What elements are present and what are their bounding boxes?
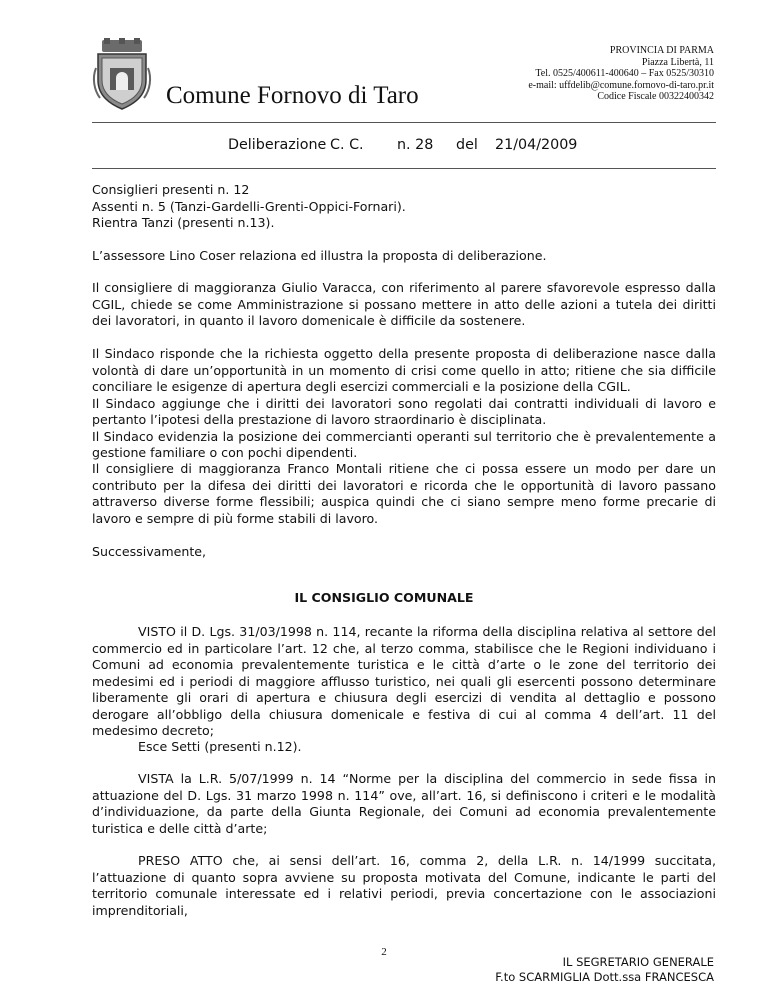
deliberazione-del: del [456,137,478,153]
paragraph-successivamente: Successivamente, [92,544,207,559]
sindaco-adds: Il Sindaco aggiunge che i diritti dei lavoratori sono regolati dai contratti individuali di lavoro e pertanto l’ipotesi della prestazione di lavoro straordinario è disciplinata. [92,395,716,427]
paragraph-esce-setti: Esce Setti (presenti n.12). [138,739,302,754]
paragraph-preso-atto: PRESO ATTO che, ai sensi dell’art. 16, comma 2, della L.R. n. 14/1999 succitata, l’attuazione di quanto sopra avviene su proposta motivata del Comune, indicante le parti del territorio comunale interessate ed i relativi periodi, previa concertazione con le associazioni imprenditoriali, [92,853,716,918]
attendance-block [92,182,716,232]
paragraph-assessore: L’assessore Lino Coser relaziona ed illustra la proposta di deliberazione. [92,248,547,263]
sindaco-highlights: Il Sindaco evidenzia la posizione dei commercianti operanti sul territorio che è prevalentemente a gestione familiare o con pochi dipendenti. [92,428,716,460]
municipal-crest-icon [92,38,152,110]
deliberazione-label: Deliberazione [228,137,327,153]
attendance-return: Rientra Tanzi (presenti n.13). [92,215,275,230]
sindaco-response: Il Sindaco risponde che la richiesta oggetto della presente proposta di deliberazione nasce dalla volontà di dare un’opportunità in un momento di crisi come quello in atto; ritiene che sia difficile conciliare le esigenze di apertura degli esercizi commerciali e la posizione della CGIL. [92,346,716,394]
comune-name: Comune Fornovo di Taro [166,82,419,109]
paragraph-visto: VISTO il D. Lgs. 31/03/1998 n. 114, recante la riforma della disciplina relativa al settore del commercio ed in particolare l’art. 12 che, al terzo comma, stabilisce che le Regioni individuano i Comuni ad economia prevalentemente turistica e le città d’arte o le zone del territorio dei medesimi ed i periodi di maggiore afflusso turistico, nei quali gli esercenti possono determinare liberamente gli orari di apertura e chiusura degli esercizi di vendita al dettaglio e possono derogare all’obbligo della chiusura domenicale e festiva di cui al comma 4 dell’art. 11 del medesimo decreto; [92,624,716,738]
signature-title: IL SEGRETARIO GENERALE [562,955,714,969]
paragraph-varacca: Il consigliere di maggioranza Giulio Varacca, con riferimento al parere sfavorevole espresso dalla CGIL, chiede se come Amministrazione si possano mettere in atto delle azioni a tutela dei diritti dei lavoratori, in quanto il lavoro domenicale è difficile da sostenere. [92,280,716,328]
paragraph-vista: VISTA la L.R. 5/07/1999 n. 14 “Norme per la disciplina del commercio in sede fissa in attuazione del D. Lgs. 31 marzo 1998 n. 114” ove, all’art. 16, si definiscono i criteri e le modalità d’individuazione, da parte della Giunta Regionale, dei Comuni ad economia prevalentemente turistica e delle città d’arte; [92,771,716,836]
contact-phone: Tel. 0525/400611-400640 – Fax 0525/30310 [535,68,714,80]
signature-name: F.to SCARMIGLIA Dott.ssa FRANCESCA [495,970,714,984]
contact-address: Piazza Libertà, 11 [641,56,714,68]
contact-email: e-mail: uffdelib@comune.fornovo-di-taro.pr.it [528,79,714,91]
paragraph-montali: Il consigliere di maggioranza Franco Montali ritiene che ci possa essere un modo per dare un contributo per la difesa dei diritti dei lavoratori e ricorda che le opportunità di lavoro passano attraverso diverse forme flessibili; auspica quindi che ci siano sempre meno forme precarie di lavoro e sempre di più forme stabili di lavoro. [92,461,716,526]
deliberazione-divider [92,168,716,169]
paragraph-sindaco [92,346,716,462]
attendance-present: Consiglieri presenti n. 12 [92,182,250,197]
contact-block [528,45,714,103]
signature-block [495,955,714,985]
deliberazione-number: n. 28 [397,137,434,153]
header-divider [92,122,716,123]
contact-tax-code: Codice Fiscale 00322400342 [597,91,714,103]
deliberazione-organ: C. C. [330,137,364,153]
page-number: 2 [381,946,387,958]
council-heading: IL CONSIGLIO COMUNALE [294,590,474,605]
deliberazione-date: 21/04/2009 [495,137,578,153]
contact-province: PROVINCIA DI PARMA [609,45,714,56]
attendance-absent: Assenti n. 5 (Tanzi-Gardelli-Grenti-Oppici-Fornari). [92,198,406,214]
